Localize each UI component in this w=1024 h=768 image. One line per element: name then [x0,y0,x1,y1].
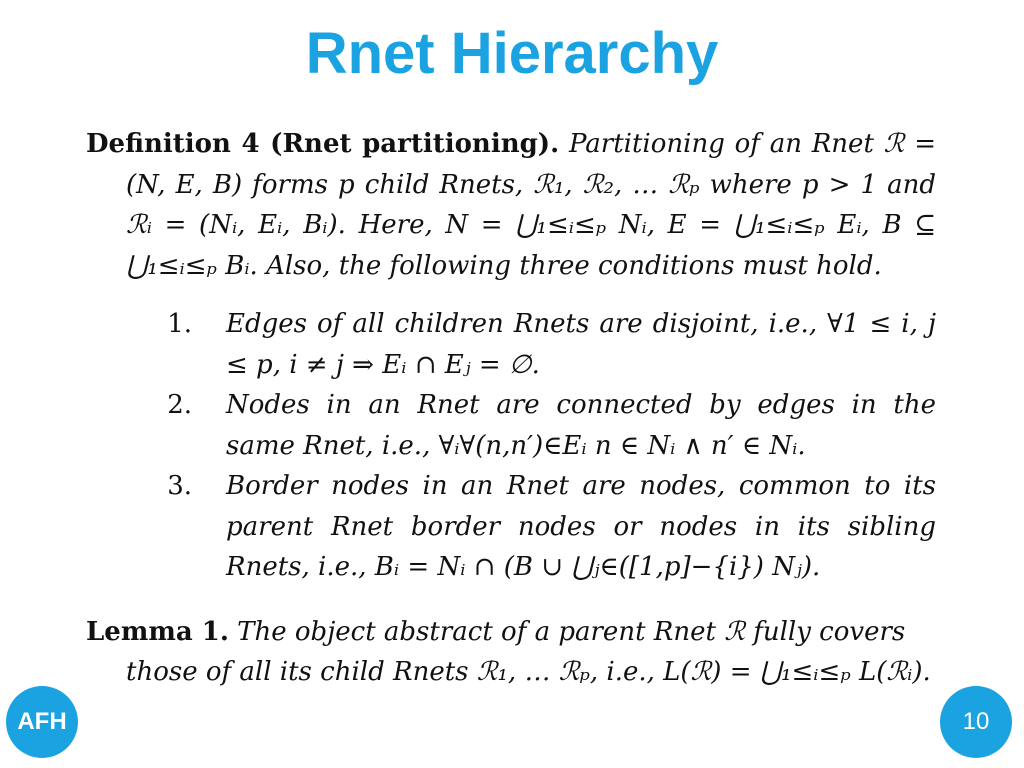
list-item-number: 1. [167,309,192,339]
afh-logo-badge: AFH [6,686,78,758]
page-number-badge: 10 [940,686,1012,758]
list-item-number: 3. [167,471,192,501]
slide-content [86,124,936,693]
lemma-text: The object abstract of a parent Rnet ℛ fully covers those of all its child Rnets ℛ₁, … ℛₚ, i.e., L(ℛ) = ⋃₁≤ᵢ≤ₚ L(ℛᵢ). [126,616,931,687]
list-item-number: 2. [167,390,192,420]
conditions-list [86,304,936,588]
list-item [86,385,936,466]
list-item-text: Nodes in an Rnet are connected by edges in the same Rnet, i.e., ∀ᵢ∀(n,n′)∈Eᵢ n ∈ Nᵢ ∧ n′ ∈ Nᵢ. [226,390,936,461]
lemma-block [86,612,936,693]
list-item [86,304,936,385]
definition-text: Partitioning of an Rnet ℛ = (N, E, B) forms p child Rnets, ℛ₁, ℛ₂, … ℛₚ where p > 1 and ℛᵢ = (Nᵢ, Eᵢ, Bᵢ). Here, N = ⋃₁≤ᵢ≤ₚ Nᵢ, E = ⋃₁≤ᵢ≤ₚ Eᵢ, B ⊆ ⋃₁≤ᵢ≤ₚ Bᵢ. Also, the following three conditions must hold. [126,129,937,281]
lemma-label: Lemma 1. [86,616,229,647]
list-item-text: Border nodes in an Rnet are nodes, common to its parent Rnet border nodes or nodes in its sibling Rnets, i.e., Bᵢ = Nᵢ ∩ (B ∪ ⋃ⱼ∈([1,p]−{i}) Nⱼ). [226,471,936,582]
slide-title: Rnet Hierarchy [305,21,719,86]
definition-label: Definition 4 (Rnet partitioning). [86,129,560,159]
list-item [86,466,936,588]
definition-block [86,124,936,286]
list-item-text: Edges of all children Rnets are disjoint, i.e., ∀1 ≤ i, j ≤ p, i ≠ j ⇒ Eᵢ ∩ Eⱼ = ∅. [226,309,936,380]
